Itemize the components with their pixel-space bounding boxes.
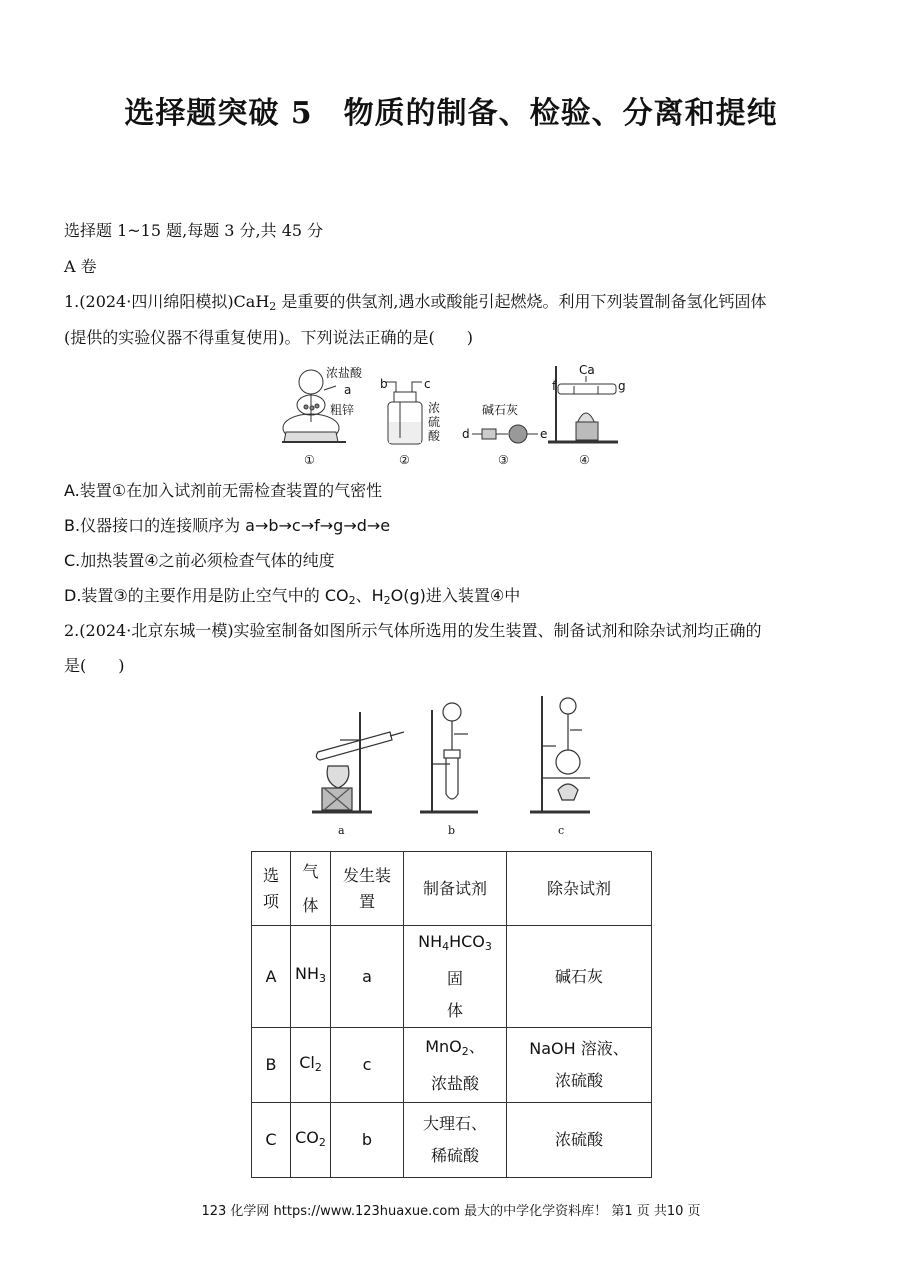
table-row	[252, 1028, 652, 1103]
q1-option-a: A.装置①在加入试剂前无需检查装置的气密性	[64, 481, 383, 500]
cell-purify: 浓硫酸	[507, 1103, 652, 1178]
label-e: e	[540, 427, 548, 441]
header-device: 发生装 置	[331, 852, 404, 926]
apparatus-a	[312, 712, 404, 812]
label-f: f	[552, 379, 557, 393]
label-device-a: a	[338, 824, 345, 837]
cell-option: C	[252, 1103, 291, 1178]
q1-apparatus-figure	[276, 360, 636, 472]
label-c: c	[424, 377, 431, 391]
q1-stem-line1: 1.(2024·四川绵阳模拟)CaH$_2$ 是重要的供氢剂,遇水或酸能引起燃烧。利用下列装置制备氢化钙固体	[64, 292, 767, 313]
label-acid: 浓盐酸	[326, 366, 363, 380]
cell-purify: NaOH 溶液、 浓硫酸	[507, 1028, 652, 1103]
label-d: d	[462, 427, 470, 441]
apparatus-3-drying-tube	[472, 425, 538, 443]
label-n4: ④	[579, 453, 590, 467]
apparatus-b	[420, 703, 478, 812]
page-footer: 123 化学网 https://www.123huaxue.com 最大的中学化学资料库！ 第1 页 共10 页	[201, 1204, 701, 1219]
label-zinc: 粗锌	[330, 403, 355, 417]
q1-option-d: D.装置③的主要作用是防止空气中的 $CO_2$、$H_2O(g)$进入装置④中	[64, 586, 521, 607]
label-n3: ③	[498, 453, 509, 467]
cell-device: b	[331, 1103, 404, 1178]
cell-reagent: $NH_4HCO_3$ 固 体	[404, 926, 507, 1028]
label-device-b: b	[448, 824, 456, 837]
q2-options-table	[251, 851, 652, 1178]
label-h2so4-2: 硫	[428, 415, 441, 429]
q2-stem-line2: 是( )	[64, 656, 125, 675]
cell-device: a	[331, 926, 404, 1028]
page-title: 选择题突破 5 物质的制备、检验、分离和提纯	[124, 96, 778, 131]
cell-option: B	[252, 1028, 291, 1103]
q2-apparatus-figure	[300, 690, 600, 840]
table-row	[252, 1103, 652, 1178]
label-b: b	[380, 377, 388, 391]
table-row	[252, 926, 652, 1028]
apparatus-c	[530, 696, 590, 812]
label-h2so4-3: 酸	[428, 429, 441, 443]
label-h2so4-1: 浓	[428, 401, 441, 415]
label-n2: ②	[399, 453, 410, 467]
cell-gas: $NH_3$	[291, 926, 331, 1028]
cell-gas: $Cl_2$	[291, 1028, 331, 1103]
cell-device: c	[331, 1028, 404, 1103]
intro-text: 选择题 1~15 题,每题 3 分,共 45 分	[64, 221, 324, 240]
header-option: 选 项	[252, 852, 291, 926]
label-a: a	[344, 383, 352, 397]
cell-reagent: MnO$_2$、 浓盐酸	[404, 1028, 507, 1103]
section-label: A 卷	[64, 257, 97, 276]
q2-stem-line1: 2.(2024·北京东城一模)实验室制备如图所示气体所选用的发生装置、制备试剂和除杂试剂均正确的	[64, 621, 762, 640]
q1-option-c: C.加热装置④之前必须检查气体的纯度	[64, 551, 335, 570]
label-g: g	[618, 379, 626, 393]
label-ca: Ca	[579, 363, 595, 377]
apparatus-4-heated-tube	[548, 366, 618, 442]
q1-option-b: B.仪器接口的连接顺序为 a→b→c→f→g→d→e	[64, 516, 391, 535]
header-gas: 气体	[291, 852, 331, 926]
label-device-c: c	[558, 824, 565, 837]
label-sodalime: 碱石灰	[482, 403, 519, 417]
cell-gas: $CO_2$	[291, 1103, 331, 1178]
q1-stem-line2: (提供的实验仪器不得重复使用)。下列说法正确的是( )	[64, 328, 473, 347]
table-header-row	[252, 852, 652, 926]
cell-reagent: 大理石、 稀硫酸	[404, 1103, 507, 1178]
apparatus-2-bottle	[386, 382, 422, 444]
header-purify: 除杂试剂	[507, 852, 652, 926]
cell-purify: 碱石灰	[507, 926, 652, 1028]
cell-option: A	[252, 926, 291, 1028]
label-n1: ①	[304, 453, 315, 467]
header-reagent: 制备试剂	[404, 852, 507, 926]
